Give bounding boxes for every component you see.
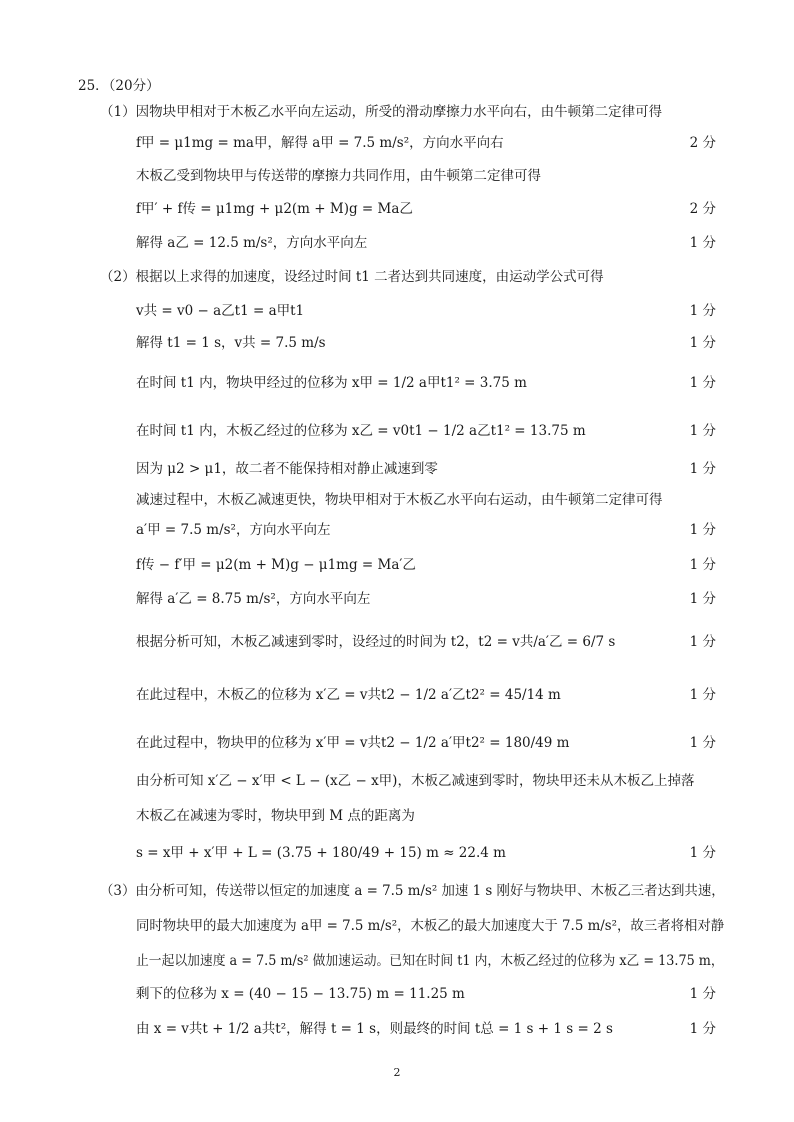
- score: 1 分: [689, 461, 716, 477]
- solution-line: [0, 166, 794, 186]
- line-text: 因为 μ2 > μ1，故二者不能保持相对静止减速到零: [136, 461, 438, 477]
- line-text: f传 − f′甲 = μ2(m + M)g − μ1mg = Ma′乙: [136, 557, 416, 573]
- line-text: 剩下的位移为 x = (40 − 15 − 13.75) m = 11.25 m: [136, 986, 465, 1002]
- solution-line: [0, 490, 794, 510]
- line-text: 在此过程中，木板乙的位移为 x′乙 = v共t2 − 1/2 a′乙t2² = 45/14 m: [136, 687, 561, 703]
- line-text: 解得 t1 = 1 s，v共 = 7.5 m/s: [136, 335, 326, 351]
- score: 2 分: [689, 135, 716, 151]
- score: 1 分: [689, 375, 716, 391]
- line-text: a′甲 = 7.5 m/s²，方向水平向左: [136, 522, 331, 538]
- problem-header-line: [0, 76, 794, 96]
- solution-line: [0, 685, 794, 705]
- solution-line: [0, 951, 794, 971]
- score: 1 分: [689, 522, 716, 538]
- line-text: 解得 a乙 = 12.5 m/s²，方向水平向左: [136, 235, 368, 251]
- solution-line: [0, 771, 794, 791]
- solution-line: [0, 589, 794, 609]
- score: 1 分: [689, 1021, 716, 1037]
- line-text: 根据分析可知，木板乙减速到零时，设经过的时间为 t2，t2 = v共/a′乙 = 6/7 s: [136, 634, 616, 650]
- line-text: 在时间 t1 内，木板乙经过的位移为 x乙 = v0t1 − 1/2 a乙t1² = 13.75 m: [136, 423, 586, 439]
- line-text: 减速过程中，木板乙减速更快，物块甲相对于木板乙水平向右运动，由牛顿第二定律可得: [136, 492, 663, 508]
- solution-line: [0, 199, 794, 219]
- page-number: 2: [393, 1066, 401, 1079]
- solution-line: [0, 806, 794, 826]
- score: 2 分: [689, 201, 716, 217]
- line-text: 木板乙在减速为零时，物块甲到 M 点的距离为: [136, 808, 415, 824]
- score: 1 分: [689, 634, 716, 650]
- solution-line: [0, 267, 794, 287]
- problem-header: 25．（20分）: [78, 78, 160, 94]
- score: 1 分: [689, 687, 716, 703]
- solution-line: [0, 984, 794, 1004]
- solution-line: [0, 421, 794, 441]
- solution-line: [0, 102, 794, 122]
- score: 1 分: [689, 235, 716, 251]
- solution-line: [0, 301, 794, 321]
- solution-line: [0, 333, 794, 353]
- line-text: 在此过程中，物块甲的位移为 x′甲 = v共t2 − 1/2 a′甲t2² = 180/49 m: [136, 735, 570, 751]
- solution-line: [0, 733, 794, 753]
- line-text: 止一起以加速度 a = 7.5 m/s² 做加速运动。已知在时间 t1 内，木板乙经过的位移为 x乙 = 13.75 m，: [136, 953, 724, 969]
- line-text: 解得 a′乙 = 8.75 m/s²，方向水平向左: [136, 591, 371, 607]
- solution-line: [0, 133, 794, 153]
- solution-line: [0, 373, 794, 393]
- score: 1 分: [689, 986, 716, 1002]
- score: 1 分: [689, 335, 716, 351]
- line-text: f甲′ + f传 = μ1mg + μ2(m + M)g = Ma乙: [136, 201, 413, 217]
- line-text: 由分析可知 x′乙 − x′甲 < L − (x乙 − x甲)，木板乙减速到零时，物块甲还未从木板乙上掉落: [136, 773, 695, 789]
- solution-line: [0, 459, 794, 479]
- line-text: （1）因物块甲相对于木板乙水平向左运动，所受的滑动摩擦力水平向右，由牛顿第二定律可得: [100, 104, 663, 120]
- solution-line: [0, 843, 794, 863]
- solution-line: [0, 916, 794, 936]
- line-text: （3）由分析可知，传送带以恒定的加速度 a = 7.5 m/s² 加速 1 s 刚好与物块甲、木板乙三者达到共速，: [100, 883, 725, 899]
- solution-line: [0, 233, 794, 253]
- solution-line: [0, 555, 794, 575]
- line-text: 同时物块甲的最大加速度为 a甲 = 7.5 m/s²，木板乙的最大加速度大于 7.5 m/s²，故三者将相对静: [136, 918, 725, 934]
- line-text: v共 = v0 − a乙t1 = a甲t1: [136, 303, 305, 319]
- line-text: （2）根据以上求得的加速度，设经过时间 t1 二者达到共同速度，由运动学公式可得: [100, 269, 604, 285]
- score: 1 分: [689, 735, 716, 751]
- solution-line: [0, 1019, 794, 1039]
- score: 1 分: [689, 557, 716, 573]
- solution-line: [0, 881, 794, 901]
- solution-line: [0, 520, 794, 540]
- solution-line: [0, 632, 794, 652]
- line-text: 由 x = v共t + 1/2 a共t²，解得 t = 1 s，则最终的时间 t总 = 1 s + 1 s = 2 s: [136, 1021, 613, 1037]
- line-text: s = x甲 + x′甲 + L = (3.75 + 180/49 + 15) m ≈ 22.4 m: [136, 845, 506, 861]
- line-text: 在时间 t1 内，物块甲经过的位移为 x甲 = 1/2 a甲t1² = 3.75 m: [136, 375, 527, 391]
- line-text: f甲 = μ1mg = ma甲，解得 a甲 = 7.5 m/s²，方向水平向右: [136, 135, 504, 151]
- score: 1 分: [689, 591, 716, 607]
- line-text: 木板乙受到物块甲与传送带的摩擦力共同作用，由牛顿第二定律可得: [136, 168, 541, 184]
- score: 1 分: [689, 423, 716, 439]
- score: 1 分: [689, 845, 716, 861]
- score: 1 分: [689, 303, 716, 319]
